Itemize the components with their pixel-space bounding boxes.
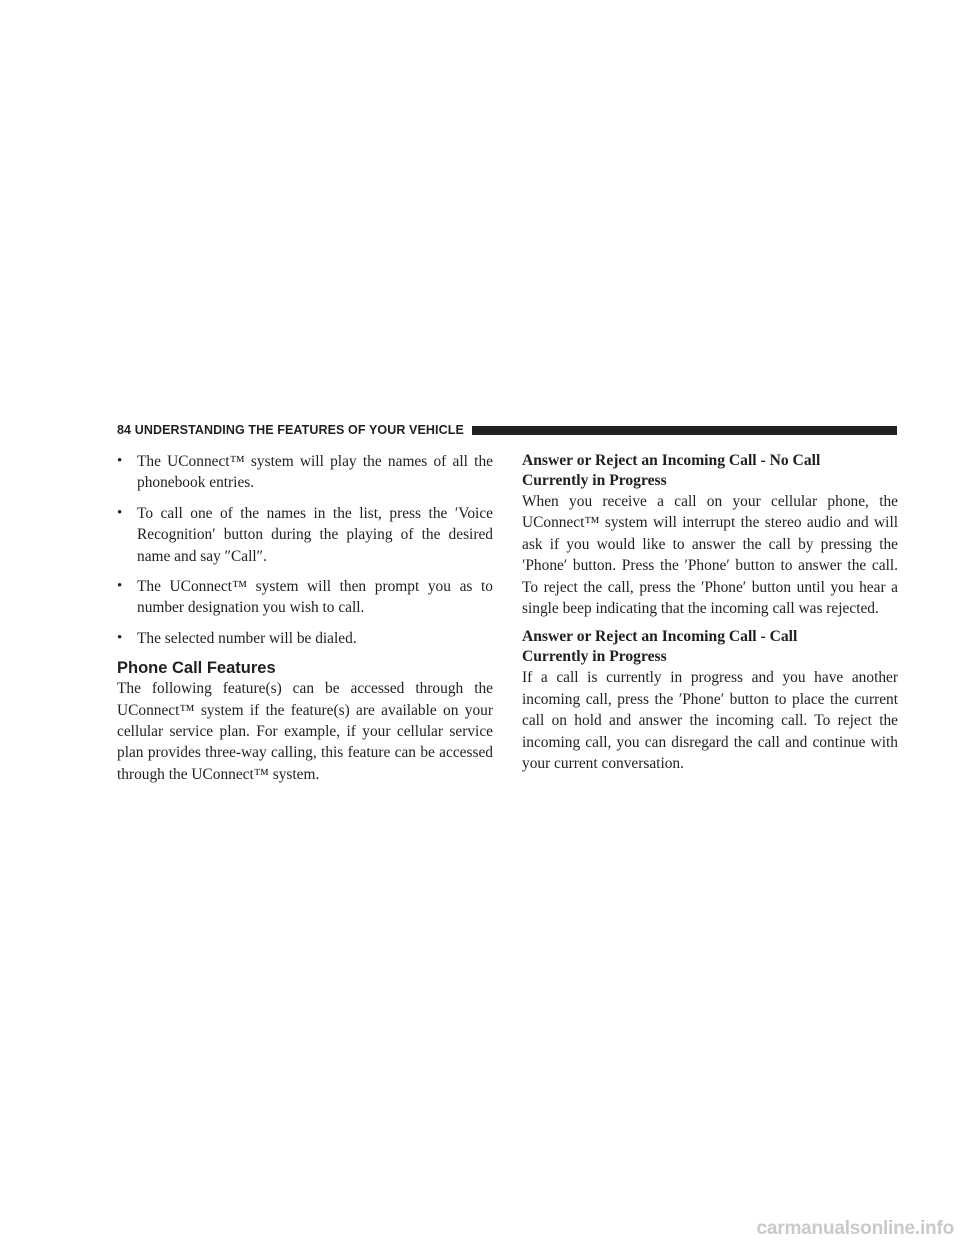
bullet-text: The selected number will be dialed. [137,629,357,647]
list-item [117,628,493,649]
subheading-call-in-progress [522,627,898,667]
bullet-list [117,451,493,649]
bullet-icon: • [117,504,123,521]
header-text [117,423,464,437]
bullet-text: The UConnect™ system will then prompt you as to number designation you wish to call. [137,578,493,617]
subheading-no-call [522,451,898,491]
section-heading: Phone Call Features [117,659,276,678]
subheading-line: Answer or Reject an Incoming Call - Call [522,628,798,646]
bullet-icon: • [117,453,123,469]
page-header [117,422,897,438]
subheading-line: Answer or Reject an Incoming Call - No Call [522,452,821,469]
section-title: UNDERSTANDING THE FEATURES OF YOUR VEHICLE [134,423,464,437]
page-number: 84 [117,423,132,437]
list-item [117,451,493,494]
subheading-line: Currently in Progress [522,472,667,489]
bullet-icon: • [117,629,123,646]
body-paragraph: The following feature(s) can be accessed through the UConnect™ system if the feature(s) are available on your cellular service plan. For example, if your cellular service plan provides three-way calling, this feature can be accessed through the UConnect™ system. [117,680,493,783]
header-rule [472,426,897,435]
bullet-text: To call one of the names in the list, press the ′Voice Recognition′ button during the playing of the desired name and say ″Call″. [137,504,493,565]
bullet-text: The UConnect™ system will play the names of all the phonebook entries. [137,453,493,492]
list-item [117,503,493,567]
bullet-icon: • [117,578,123,595]
body-paragraph: When you receive a call on your cellular phone, the UConnect™ system will interrupt the stereo audio and will ask if you would like to answer the call by pressing the ′Phone′ button. Press the ′Phone′ button to answer the call. To reject the call, press the ′Phone′ button until you hear a single beep indicating that the incoming call was rejected. [522,493,898,618]
subheading-line: Currently in Progress [522,648,667,666]
body-paragraph: If a call is currently in progress and you have another incoming call, press the ′Phone′ button to place the current call on hold and answer the incoming call. To reject the incoming call, you can disregard the call and continue with your current conversation. [522,669,898,773]
watermark: carmanualsonline.info [756,1218,954,1239]
right-column [522,451,898,774]
list-item [117,576,493,619]
left-column [117,451,493,785]
